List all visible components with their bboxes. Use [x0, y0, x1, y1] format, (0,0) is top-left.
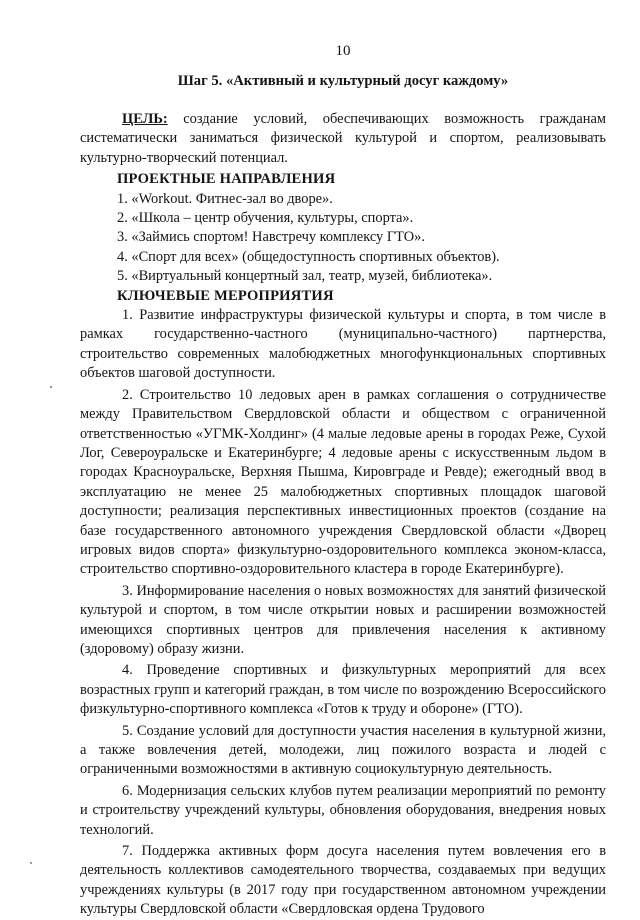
directions-heading: ПРОЕКТНЫЕ НАПРАВЛЕНИЯ [117, 171, 336, 188]
events-heading: КЛЮЧЕВЫЕ МЕРОПРИЯТИЯ [117, 287, 334, 304]
document-page [80, 0, 606, 918]
event-paragraph: 2. Строительство 10 ледовых арен в рамках соглашения о сотрудничестве между Правительством Свердловской области и обществом с ограниченной ответственностью «УГМК-Холдинг» (4 малые ледовые арены в городах Реже, Сухой Лог, Североуральске и Екатеринбурге; 4 ледовые арены с искусственным льдом в городах Красноуральске, Верхняя Пышма, Кировграде и Ревде); ежегодный ввод в эксплуатацию не менее 25 малобюджетных спортивных площадок шаговой доступности; реализация перспективных инвестиционных проектов (создание на базе государственного автономного учреждения Свердловской области «Дворец игровых видов спорта» физкультурно-оздоровительного комплекса эконом-класса, строительство спортивно-оздоровительного кластера в городе Екатеринбурге). [80, 386, 606, 578]
event-paragraph: 6. Модернизация сельских клубов путем реализации мероприятий по ремонту и строительству учреждений культуры, обновления оборудования, внедрения новых технологий. [80, 782, 606, 838]
direction-item: 4. «Спорт для всех» (общедоступность спортивных объектов). [117, 248, 500, 265]
event-paragraph: 5. Создание условий для доступности участия населения в культурной жизни, а также вовлечения детей, молодежи, лиц пожилого возраста и людей с ограниченными возможностями в активную социокультурную деятельность. [80, 722, 606, 778]
direction-item: 1. «Workout. Фитнес-зал во дворе». [117, 190, 333, 207]
goal-text: создание условий, обеспечивающих возможность гражданам систематически заниматься физической культурой и спортом, реализовывать культурно-творческий потенциал. [80, 111, 606, 166]
section-title: Шаг 5. «Активный и культурный досуг каждому» [177, 73, 509, 89]
document-body [80, 110, 606, 920]
direction-item: 3. «Займись спортом! Навстречу комплексу ГТО». [117, 229, 425, 246]
page-number: 10 [335, 43, 351, 59]
margin-mark [50, 386, 52, 388]
event-paragraph: 1. Развитие инфраструктуры физической культуры и спорта, в том числе в рамках государственно-частного (муниципально-частного) партнерства, строительство современных малобюджетных многофункциональных спортивных объектов шаговой доступности. [80, 307, 606, 382]
goal-label: ЦЕЛЬ: [122, 111, 168, 127]
event-paragraph: 4. Проведение спортивных и физкультурных мероприятий для всех возрастных групп и категорий граждан, в том числе по возрождению Всероссийского физкультурно-спортивного комплекса «Готов к труду и обороне» (ГТО). [80, 662, 606, 718]
direction-item: 2. «Школа – центр обучения, культуры, спорта». [117, 210, 414, 227]
direction-item: 5. «Виртуальный концертный зал, театр, музей, библиотека». [117, 268, 493, 285]
event-paragraph: 3. Информирование населения о новых возможностях для занятий физической культурой и спортом, в том числе открытии новых и расширении возможностей имеющихся спортивных центров для привлечения населения к активному (здоровому) образу жизни. [80, 582, 606, 657]
event-paragraph: 7. Поддержка активных форм досуга населения путем вовлечения его в деятельность коллективов самодеятельного творчества, создаваемых при ведущих учреждениях культуры (в 2017 году при государственном автономном учреждении культуры Свердловской области «Свердловская ордена Трудового [80, 843, 606, 918]
goal-paragraph [80, 110, 606, 168]
margin-mark [30, 862, 32, 864]
